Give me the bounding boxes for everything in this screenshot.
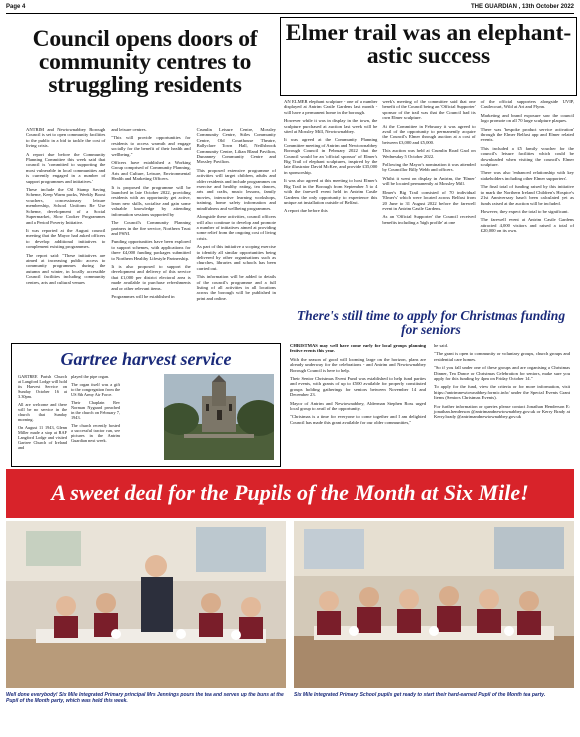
paragraph: he said.: [434, 343, 449, 348]
paragraph: A report due before this: [284, 208, 328, 214]
page-number: Page 4: [6, 4, 26, 10]
paragraph: AN ELMER elephant sculpture - one of a number displayed at Antrim Castle Gardens last month - will have a permanent home in the borough.: [284, 99, 378, 115]
paragraph: The organ itself was a gift to the congregation from the US 8th Army Air Force.: [71, 382, 120, 397]
paragraph: Following the Mayor's nomination it was attended by Councillor Billy Webb and officers.: [382, 162, 476, 173]
paragraph: On August 11 1943, Glenn Miller made a stop at RAF Langford Lodge and visited Gartree Church of Ireland and: [18, 425, 67, 450]
paragraph: The church recently hosted a successful tractor run, see pictures in the Antrim Guardian next week.: [71, 423, 120, 443]
paragraph: These include the Oil Stamp Saving Scheme, Keep Warm packs, Weekly Boost vouchers, concessionary leisure membership, School Uniform Re Use Scheme, development of a Social Supermarket, Slow Cooker Programmes and a Period Poverty Initiative.: [26, 187, 106, 225]
paragraph: "So if you fall under one of these groups and are organising a Christmas Dinner, Tea Dance or Christmas Celebration for seniors, make sure you apply for this funding by 4pm on Friday October 14.": [434, 365, 570, 382]
council-col-2: [111, 127, 190, 337]
paragraph: However while it was in display in the town, the sculpture purchased at auction last week will be sited at Mossley Mill, Newtownabbey.: [284, 118, 378, 135]
christmas-col-1: [290, 343, 426, 458]
paragraph: It was agreed at the Community Planning Committee meeting of Antrim and Newtownabbey Borough Council in February 2022 that the Council would be an 'official sponsor' of Elmer's Big Trail of elephant sculptures, inspired by the late illustrator David McKee, and provide £35,000 in sponsorship.: [284, 137, 378, 175]
paragraph: With the season of good will looming large on the horizon, plans are already underway for the celebrations - and Antrim and Newtownabbey Borough Council is here to help.: [290, 356, 426, 373]
page-header: [6, 3, 574, 14]
paragraph: Mayor of Antrim and Newtownabbey, Alderman Stephen Ross urged local group to avail of the opportunity.: [290, 400, 426, 412]
paragraph: Their Chaplain Rev Norman Nygaard preached in the church on February 7, 1943.: [71, 400, 120, 420]
paragraph: This information will be added to details of the council's programme and a full listing of all activities in all locations across the borough will be published in print and online.: [196, 274, 276, 301]
paragraph: of the official supporters alongside UVIP, Castlecourt, Wild at Art and Flynn.: [480, 99, 574, 110]
gartree-headline: Gartree harvest service: [60, 349, 232, 369]
gartree-article: [18, 374, 120, 464]
paragraph: There was also 'enhanced relationship with key stakeholders including other Elmer supporters'.: [480, 170, 574, 181]
paragraph: "The grant is open to community or voluntary groups, church groups and residential care homes.: [434, 351, 570, 362]
paragraph: CHRISTMAS may well have come early for local groups planning festive events this year.: [290, 343, 426, 354]
paragraph: and leisure centres.: [111, 127, 147, 132]
paragraph: The farewell event at Antrim Castle Gardens attracted 4,000 visitors and raised a total of £20,000 on its own.: [480, 217, 574, 234]
paragraph: This proposed extensive programme of activities will target children, adults and older residents and include programmes on exercise and healthy eating, tea dances, arts and crafts, music lessons, family movies, interactive learning workshops, training, home safety information and mindfulness and wellbeing programmes.: [196, 167, 276, 211]
council-col-1: [26, 127, 105, 337]
paragraph: Programmes will be established in: [111, 293, 175, 299]
elmer-col-3: [481, 99, 574, 304]
paragraph: As part of this initiative a scoping exercise to identify all similar opportunities being delivered by other organisations such as churches, libraries and schools has been carried out.: [196, 244, 276, 271]
elmer-headline-box: [280, 17, 577, 96]
church-photo: [164, 374, 274, 460]
paragraph: A report due before the Community Planning Committee this week said that council is 'committed to supporting the most vulnerable in local communities and is currently engaged in a number of support programmes and initiatives.': [26, 151, 106, 184]
paragraph: Elmer's Big Trail consisted of 70 individual 'Elmer's' which were located across Belfast from 20 June to 31 August 2022 before the farewell event in Antrim Castle Gardens.: [382, 189, 476, 211]
christmas-headline: There's still time to apply for Christmas funding for seniors: [296, 308, 566, 337]
paragraph: It is also proposed to support the development and delivery of this service that £1,000 per district electoral area is made available to purchase refreshments and or other relevant items.: [111, 263, 191, 291]
paragraph: There was 'bespoke product service activation' through the Elmer Belfast app and Elmer related events.: [480, 126, 574, 143]
paragraph: The Council's Community Planning partners in the fire service, Northern Trust and PSNI.: [111, 220, 191, 236]
right-photo-caption: Six Mile Integrated Primary School pupils get ready to start their hard-earned Pupil of the Month tea party.: [294, 692, 546, 698]
paragraph: "Christmas is a time for everyone to come together and I am delighted Council has made this grant available for our older communities,": [290, 414, 426, 425]
paragraph: The report said: "These initiatives are aimed at increasing public access to community programmes during the autumn and winter, in locally accessible Council facilities including community centres, arts and cultural venues: [26, 252, 106, 285]
paragraph: As an 'Official Supporter' the Council received benefits including a 'high profile' at one: [382, 214, 476, 225]
pupils-group-photo: [294, 521, 574, 688]
paragraph: It was reported at the August council meeting that the Mayor had asked officers to develop additional initiatives to complement existing programmes.: [26, 227, 106, 250]
paragraph: GARTREE Parish Church at Langford Lodge will hold its Harvest Service on Sunday October 16 at 3.30pm.: [18, 374, 67, 399]
paragraph: It was also agreed at this meeting to host Elmer's Big Trail in the Borough from September 5 to 4 with the farewell event held in Antrim Castle Gardens the only opportunity to experience this unique art installation outside of Belfast.: [284, 178, 378, 205]
banner-text: A sweet deal for the Pupils of the Month at Six Mile!: [51, 480, 529, 505]
paragraph: Marketing and brand exposure saw the council logo promote on all 70 large sculpture plaques.: [480, 112, 574, 124]
paragraph: This auction was held at Crumlin Road Gaol on Wednesday 5 October 2022.: [382, 148, 476, 159]
paragraph: week's meeting of the committee said that one benefit of the Council being an 'Official Supporter' sponsor of the trail was that the Council had its own Elmer sculpture.: [382, 99, 476, 121]
paragraph: However, they expect the total to be significant.: [480, 208, 569, 214]
tea-party-photo: [6, 521, 286, 688]
paragraph: ANTRIM and Newtownabbey Borough Council is set to open community facilities to the public in a bid to tackle the cost of living crisis.: [26, 127, 106, 149]
paragraph: At the Committee in February it was agreed to avail of the opportunity to permanently acquire the Council's Elmer through auction at a cost of between £3,000 and £5,000.: [382, 123, 476, 145]
paragraph: "This will provide opportunities for residents to access warmth and engage socially for the benefit of their health and wellbeing.": [111, 135, 191, 157]
council-headline: Council opens doors of community centres to struggling residents: [32, 26, 258, 98]
paragraph: Whilst it went on display in Antrim, the 'Elmer' will be located permanently at Mossley Mill.: [382, 175, 476, 187]
christmas-article: [290, 343, 570, 458]
elmer-col-2: [382, 99, 475, 304]
paragraph: To apply for the fund, view the criteria or for more information, visit https://antrimnewtownabbey.formic.info/ under the Special Events Grant Items (Seniors Christmas Events).: [434, 384, 570, 401]
christmas-col-2: [434, 343, 570, 458]
paragraph: Crumlin Leisure Centre, Mossley Community Centre, Stiles Community Centre, Old Courthouse Theatre, Ballyclare Town Hall, Neillsbrook Community Centre, Lilian Bland Pavilion, Dunanney Community Centre and Mossley Pavilion.: [196, 127, 276, 165]
elmer-article: [284, 99, 574, 304]
paragraph: Alongside these activities, council officers will also continue to develop and promote a number of initiatives aimed at providing some relief from the ongoing cost of living crisis.: [196, 214, 276, 241]
elmer-col-1: [284, 99, 377, 304]
pupils-banner: [6, 469, 574, 518]
gartree-col-2: [71, 374, 120, 464]
paragraph: Funding opportunities have been explored to support schemes, with applications for three £4,000 funding packages submitted to Northern Healthy Lifestyle Partnership.: [111, 239, 191, 261]
elmer-headline: Elmer trail was an elephant-astic success: [285, 20, 572, 69]
paragraph: It is proposed the programme will be launched in late October 2022, providing residents with an opportunity get active, learn new skills, socialise and gain some valuable knowledge by attending information sessions supported by: [111, 184, 191, 217]
left-photo-caption: Well done everybody! Six Mile Integrated Primary principal Mrs Jennings pours the tea and serves up the buns at the Pupil of the Month party, which was held this week.: [6, 692, 284, 704]
paragraph: Officers have established a Working Group comprised of Community Planning, Arts and Culture, Leisure, Environmental Health and Marketing Officers.: [111, 160, 191, 182]
paper-date: THE GUARDIAN , 13th October 2022: [470, 4, 574, 10]
council-article: [26, 127, 276, 337]
paragraph: This included a £5 family voucher for the council's leisure facilities which could be downloaded when visiting the council's Elmer sculpture.: [480, 145, 574, 168]
paragraph: For further information or queries please contact Jonathan Henderson E: jonathan.henderson @antrimandnewtownabbey.gov.uk or Kerry Brady at Kerry.brady @antrimandnewtownabbey.gov.uk: [434, 403, 570, 420]
gartree-box: [11, 343, 281, 467]
paragraph: All are welcome and there will be no service in the church that Sunday morning.: [18, 402, 67, 422]
paragraph: played the pipe organ.: [71, 374, 110, 379]
paragraph: The final total of funding raised by this initiative to mark the Northern Ireland Children's Hospice's 21st Anniversary hasn't been calculated yet as funds raised at the auction will be included.: [480, 184, 574, 206]
gartree-col-1: [18, 374, 67, 464]
council-col-3: [197, 127, 276, 337]
paragraph: Their Senior Christmas Event Fund was established to help fund parties and events, with grants of up to £500 available for properly constituted groups holding gatherings for seniors between November 14 and December 23.: [290, 376, 426, 398]
